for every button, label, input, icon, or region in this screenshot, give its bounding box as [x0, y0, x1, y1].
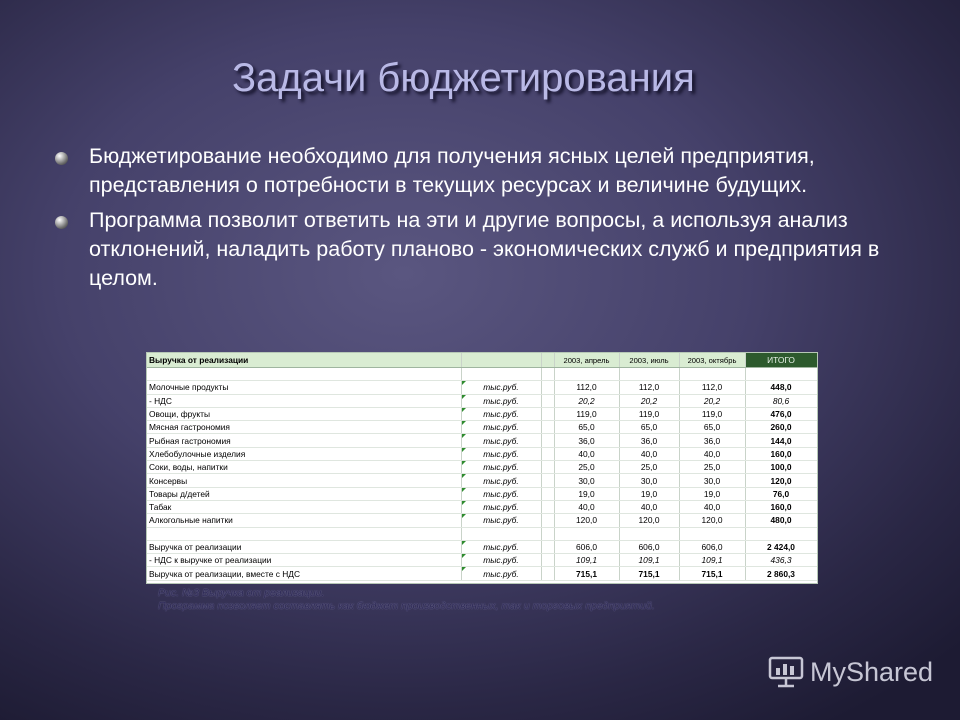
table-row — [147, 474, 817, 487]
value-cell: 109,1 — [554, 554, 619, 567]
row-name: Овощи, фрукты — [147, 407, 461, 420]
row-name: Выручка от реализации, вместе с НДС — [147, 567, 461, 580]
table-row — [147, 487, 817, 500]
value-cell: 20,2 — [554, 394, 619, 407]
bullet-list — [55, 142, 915, 299]
value-cell: 606,0 — [679, 540, 745, 553]
gap-cell — [541, 540, 554, 553]
total-cell: 2 860,3 — [745, 567, 817, 580]
blank-cell — [679, 527, 745, 540]
value-cell: 40,0 — [619, 447, 679, 460]
gap-cell — [541, 461, 554, 474]
blank-cell — [147, 527, 461, 540]
value-cell: 25,0 — [619, 461, 679, 474]
table-row — [147, 500, 817, 513]
value-cell: 36,0 — [554, 434, 619, 447]
total-cell: 160,0 — [745, 447, 817, 460]
total-cell: 476,0 — [745, 407, 817, 420]
bullet-item — [55, 206, 915, 293]
row-name: Товары д/детей — [147, 487, 461, 500]
value-cell: 606,0 — [619, 540, 679, 553]
bullet-text: Бюджетирование необходимо для получения ясных целей предприятия, представления о потребности в текущих ресурсах и величине будущих. — [89, 144, 815, 197]
row-unit: тыс.руб. — [461, 421, 541, 434]
blank-cell — [147, 368, 461, 381]
table-row — [147, 567, 817, 580]
row-name: Хлебобулочные изделия — [147, 447, 461, 460]
value-cell: 40,0 — [679, 500, 745, 513]
total-cell: 144,0 — [745, 434, 817, 447]
table-blank-row — [147, 368, 817, 381]
table-row — [147, 514, 817, 527]
gap-cell — [541, 407, 554, 420]
value-cell: 40,0 — [679, 447, 745, 460]
table-row — [147, 447, 817, 460]
gap-cell — [541, 500, 554, 513]
total-cell: 76,0 — [745, 487, 817, 500]
value-cell: 36,0 — [679, 434, 745, 447]
blank-cell — [619, 368, 679, 381]
gap-cell — [541, 394, 554, 407]
blank-cell — [554, 527, 619, 540]
blank-cell — [745, 368, 817, 381]
blank-cell — [554, 368, 619, 381]
row-name: Консервы — [147, 474, 461, 487]
gap-cell — [541, 434, 554, 447]
total-cell: 120,0 — [745, 474, 817, 487]
row-unit: тыс.руб. — [461, 500, 541, 513]
value-cell: 25,0 — [554, 461, 619, 474]
value-cell: 19,0 — [619, 487, 679, 500]
table-row — [147, 381, 817, 394]
column-header-total: ИТОГО — [745, 353, 817, 368]
value-cell: 40,0 — [554, 500, 619, 513]
row-unit: тыс.руб. — [461, 514, 541, 527]
row-unit: тыс.руб. — [461, 407, 541, 420]
value-cell: 120,0 — [619, 514, 679, 527]
revenue-table-image — [146, 352, 818, 584]
bullet-item — [55, 142, 915, 200]
value-cell: 109,1 — [679, 554, 745, 567]
value-cell: 120,0 — [679, 514, 745, 527]
myshared-watermark — [768, 655, 933, 689]
row-unit: тыс.руб. — [461, 567, 541, 580]
gap-cell — [541, 447, 554, 460]
row-unit: тыс.руб. — [461, 554, 541, 567]
value-cell: 715,1 — [619, 567, 679, 580]
blank-cell — [461, 527, 541, 540]
header-cell — [461, 353, 541, 368]
row-unit: тыс.руб. — [461, 394, 541, 407]
row-unit: тыс.руб. — [461, 447, 541, 460]
row-name: Соки, воды, напитки — [147, 461, 461, 474]
gap-cell — [541, 487, 554, 500]
row-name: Табак — [147, 500, 461, 513]
value-cell: 40,0 — [554, 447, 619, 460]
total-cell: 480,0 — [745, 514, 817, 527]
table-row — [147, 421, 817, 434]
bullet-text: Программа позволит ответить на эти и другие вопросы, а используя анализ отклонений, наладить работу планово - экономических служб и предприятия в целом. — [89, 208, 880, 290]
blank-cell — [679, 368, 745, 381]
value-cell: 19,0 — [554, 487, 619, 500]
blank-cell — [619, 527, 679, 540]
gap-cell — [541, 554, 554, 567]
row-unit: тыс.руб. — [461, 474, 541, 487]
gap-cell — [541, 421, 554, 434]
bullet-icon — [55, 152, 68, 165]
table-row — [147, 461, 817, 474]
column-header: 2003, октябрь — [679, 353, 745, 368]
revenue-table — [147, 353, 818, 581]
row-name: Молочные продукты — [147, 381, 461, 394]
total-cell: 436,3 — [745, 554, 817, 567]
value-cell: 40,0 — [619, 500, 679, 513]
gap-cell — [541, 474, 554, 487]
value-cell: 36,0 — [619, 434, 679, 447]
caption-line-2: Программа позволяет составлять как бюджет производственных, так и торговых предприятий. — [158, 600, 655, 612]
watermark-text: MyShared — [810, 656, 934, 687]
gap-cell — [541, 567, 554, 580]
caption-line-1: Рис. №3 Выручка от реализации. — [158, 587, 325, 599]
presentation-screen-icon — [768, 655, 804, 689]
total-cell: 2 424,0 — [745, 540, 817, 553]
value-cell: 119,0 — [619, 407, 679, 420]
table-row — [147, 407, 817, 420]
table-blank-row — [147, 527, 817, 540]
value-cell: 119,0 — [679, 407, 745, 420]
value-cell: 30,0 — [554, 474, 619, 487]
value-cell: 30,0 — [679, 474, 745, 487]
row-name: - НДС к выручке от реализации — [147, 554, 461, 567]
gap-cell — [541, 381, 554, 394]
value-cell: 25,0 — [679, 461, 745, 474]
figure-caption — [158, 587, 655, 613]
blank-cell — [461, 368, 541, 381]
value-cell: 715,1 — [554, 567, 619, 580]
column-header: 2003, апрель — [554, 353, 619, 368]
blank-cell — [541, 368, 554, 381]
blank-cell — [745, 527, 817, 540]
row-unit: тыс.руб. — [461, 540, 541, 553]
value-cell: 112,0 — [619, 381, 679, 394]
total-cell: 448,0 — [745, 381, 817, 394]
value-cell: 112,0 — [554, 381, 619, 394]
value-cell: 30,0 — [619, 474, 679, 487]
total-cell: 260,0 — [745, 421, 817, 434]
value-cell: 606,0 — [554, 540, 619, 553]
value-cell: 715,1 — [679, 567, 745, 580]
value-cell: 112,0 — [679, 381, 745, 394]
value-cell: 20,2 — [679, 394, 745, 407]
total-cell: 160,0 — [745, 500, 817, 513]
row-name: Мясная гастрономия — [147, 421, 461, 434]
row-unit: тыс.руб. — [461, 434, 541, 447]
row-unit: тыс.руб. — [461, 381, 541, 394]
table-row — [147, 554, 817, 567]
blank-cell — [541, 527, 554, 540]
slide-title: Задачи бюджетирования — [232, 56, 695, 100]
row-unit: тыс.руб. — [461, 487, 541, 500]
value-cell: 20,2 — [619, 394, 679, 407]
row-name: Алкогольные напитки — [147, 514, 461, 527]
table-header-row — [147, 353, 817, 368]
gap-cell — [541, 514, 554, 527]
row-name: Рыбная гастрономия — [147, 434, 461, 447]
gap-cell — [541, 353, 554, 368]
value-cell: 119,0 — [554, 407, 619, 420]
column-header: 2003, июль — [619, 353, 679, 368]
bullet-icon — [55, 216, 68, 229]
total-cell: 80,6 — [745, 394, 817, 407]
value-cell: 65,0 — [619, 421, 679, 434]
row-name: Выручка от реализации — [147, 540, 461, 553]
value-cell: 120,0 — [554, 514, 619, 527]
row-unit: тыс.руб. — [461, 461, 541, 474]
table-title: Выручка от реализации — [147, 353, 461, 368]
total-cell: 100,0 — [745, 461, 817, 474]
row-name: - НДС — [147, 394, 461, 407]
value-cell: 19,0 — [679, 487, 745, 500]
table-row — [147, 540, 817, 553]
value-cell: 65,0 — [554, 421, 619, 434]
table-row — [147, 394, 817, 407]
value-cell: 65,0 — [679, 421, 745, 434]
value-cell: 109,1 — [619, 554, 679, 567]
table-row — [147, 434, 817, 447]
